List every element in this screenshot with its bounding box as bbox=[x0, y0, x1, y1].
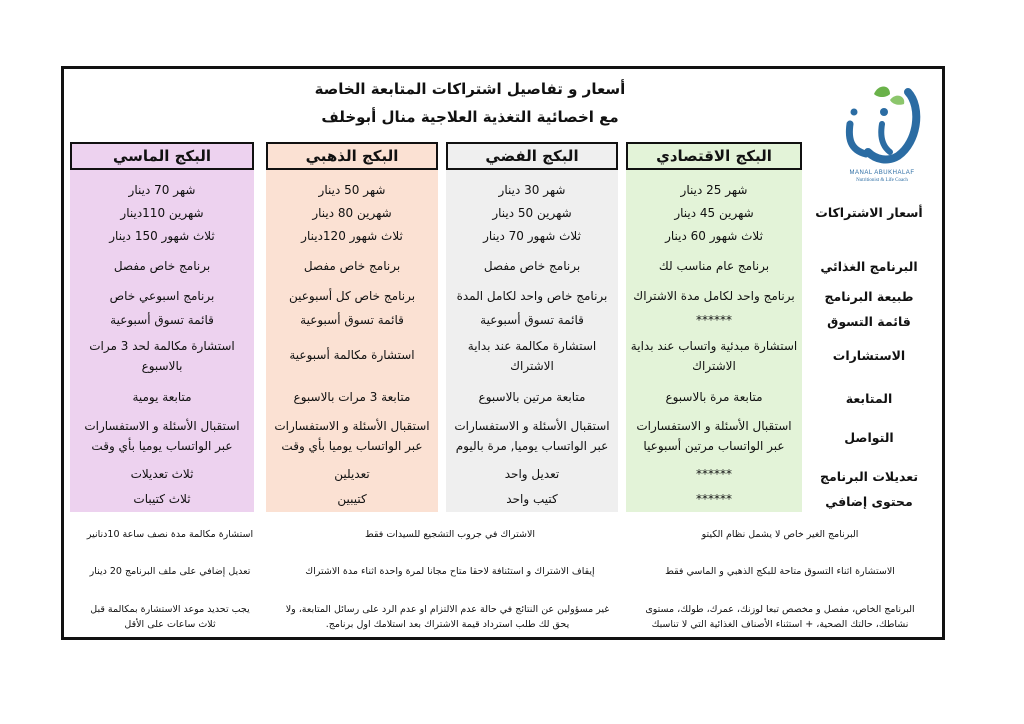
row-label-prices: أسعار الاشتراكات bbox=[815, 205, 923, 220]
silver-program: برنامج خاص مفصل bbox=[483, 259, 581, 273]
row-label-followup: المتابعة bbox=[845, 391, 893, 406]
economy-program: برنامج عام مناسب لك bbox=[658, 259, 770, 273]
gold-shopping: قائمة تسوق أسبوعية bbox=[300, 313, 404, 327]
gold-followup: متابعة 3 مرات بالاسبوع bbox=[293, 390, 411, 404]
gold-program: برنامج خاص مفصل bbox=[303, 259, 401, 273]
gold-contact-line2: عبر الواتساب يوميا بأي وقت bbox=[281, 439, 423, 453]
diamond-price-3-months: ثلاث شهور 150 دينار bbox=[109, 229, 215, 243]
note-left-1: استشارة مكالمة مدة نصف ساعة 10دنانير bbox=[86, 529, 254, 540]
note-left-3-line2: ثلاث ساعات على الأقل bbox=[124, 619, 216, 630]
diamond-consult-line1: استشارة مكالمة لحد 3 مرات bbox=[89, 339, 235, 353]
note-middle-1: الاشتراك في جروب التشجيع للسيدات فقط bbox=[364, 529, 536, 540]
economy-price-1-month: شهر 25 دينار bbox=[680, 183, 748, 197]
silver-followup: متابعة مرتين بالاسبوع bbox=[478, 390, 586, 404]
diamond-nature: برنامج اسبوعي خاص bbox=[109, 289, 215, 303]
note-middle-2: إيقاف الاشتراك و استئنافة لاحقا متاح مجانا لمرة واحدة اثناء مدة الاشتراك bbox=[305, 566, 595, 577]
page-subtitle: مع اخصائية التغذية العلاجية منال أبوخلف bbox=[321, 108, 619, 126]
diamond-consult-line2: بالاسبوع bbox=[141, 359, 183, 373]
note-right-2: الاستشارة اثناء التسوق متاحة للبكج الذهبي و الماسي فقط bbox=[665, 566, 895, 577]
diamond-contact-line2: عبر الواتساب يوميا بأي وقت bbox=[91, 439, 233, 453]
economy-contact-line1: استقبال الأسئلة و الاستفسارات bbox=[636, 419, 792, 433]
silver-package-header: البكج الفضي bbox=[446, 142, 618, 170]
economy-consult-line2: الاشتراك bbox=[692, 359, 736, 373]
silver-shopping: قائمة تسوق أسبوعية bbox=[480, 313, 584, 327]
diamond-extra: ثلاث كتيبات bbox=[133, 492, 191, 506]
economy-price-2-months: شهرين 45 دينار bbox=[674, 206, 754, 220]
note-right-3-line2: نشاطك، حالتك الصحية، + استثناء الأصناف الغذائية التي لا تناسبك bbox=[651, 619, 909, 630]
note-right-3-line1: البرنامج الخاص، مفصل و مخصص تبعا لوزنك، عمرك، طولك، مستوى bbox=[645, 604, 915, 615]
row-label-extra: محتوى إضافي bbox=[825, 494, 913, 509]
note-left-3-line1: يجب تحديد موعد الاستشارة بمكالمة قبل bbox=[90, 604, 250, 615]
row-label-nature: طبيعة البرنامج bbox=[824, 289, 914, 304]
silver-consult-line2: الاشتراك bbox=[510, 359, 554, 373]
silver-consult-line1: استشارة مكالمة عند بداية bbox=[467, 339, 597, 353]
economy-edits: ****** bbox=[696, 467, 732, 481]
economy-package-header: البكج الاقتصادي bbox=[626, 142, 802, 170]
economy-contact-line2: عبر الواتساب مرتين أسبوعيا bbox=[643, 439, 785, 453]
economy-nature: برنامج واحد لكامل مدة الاشتراك bbox=[633, 289, 795, 303]
diamond-program: برنامج خاص مفصل bbox=[113, 259, 211, 273]
page-title: أسعار و تفاصيل اشتراكات المتابعة الخاصة bbox=[314, 80, 626, 98]
gold-edits: تعديلين bbox=[334, 467, 370, 481]
row-label-program: البرنامج الغذائي bbox=[820, 259, 918, 274]
diamond-followup: متابعة يومية bbox=[132, 390, 192, 404]
gold-price-1-month: شهر 50 دينار bbox=[318, 183, 386, 197]
economy-followup: متابعة مرة بالاسبوع bbox=[665, 390, 763, 404]
gold-contact-line1: استقبال الأسئلة و الاستفسارات bbox=[274, 419, 430, 433]
gold-price-3-months: ثلاث شهور 120دينار bbox=[301, 229, 403, 243]
economy-price-3-months: ثلاث شهور 60 دينار bbox=[665, 229, 763, 243]
silver-contact-line2: عبر الواتساب يوميا, مرة باليوم bbox=[455, 439, 609, 453]
row-label-shopping: قائمة التسوق bbox=[827, 314, 911, 329]
gold-price-2-months: شهرين 80 دينار bbox=[312, 206, 392, 220]
note-middle-3-line1: غير مسؤولين عن النتائج في حالة عدم الالتزام او عدم الرد على رسائل المتابعة، ولا bbox=[285, 604, 610, 615]
silver-price-1-month: شهر 30 دينار bbox=[498, 183, 566, 197]
gold-package-header: البكج الذهبي bbox=[266, 142, 438, 170]
silver-edits: تعديل واحد bbox=[504, 467, 560, 481]
note-right-1: البرنامج الغير خاص لا يشمل نظام الكيتو bbox=[701, 529, 859, 540]
gold-consult: استشارة مكالمة أسبوعية bbox=[289, 348, 415, 362]
gold-nature: برنامج خاص كل أسبوعين bbox=[288, 289, 416, 303]
diamond-edits: ثلاث تعديلات bbox=[130, 467, 194, 481]
silver-nature: برنامج خاص واحد لكامل المدة bbox=[456, 289, 608, 303]
economy-consult-line1: استشارة مبدئية واتساب عند بداية bbox=[630, 339, 798, 353]
economy-shopping: ****** bbox=[696, 313, 732, 327]
economy-extra: ****** bbox=[696, 492, 732, 506]
silver-contact-line1: استقبال الأسئلة و الاستفسارات bbox=[454, 419, 610, 433]
row-label-consult: الاستشارات bbox=[832, 348, 906, 363]
logo-subtitle: Nutritionist & Life Coach bbox=[856, 178, 908, 183]
gold-extra: كتيبين bbox=[337, 492, 367, 506]
row-label-edits: تعديلات البرنامج bbox=[819, 469, 919, 484]
silver-extra: كتيب واحد bbox=[506, 492, 558, 506]
silver-price-3-months: ثلاث شهور 70 دينار bbox=[483, 229, 581, 243]
row-label-contact: التواصل bbox=[844, 430, 894, 445]
diamond-shopping: قائمة تسوق أسبوعية bbox=[110, 313, 214, 327]
manal-logo bbox=[838, 72, 928, 184]
logo-name: MANAL ABUKHALAF bbox=[849, 170, 915, 176]
silver-price-2-months: شهرين 50 دينار bbox=[492, 206, 572, 220]
note-middle-3-line2: يحق لك طلب استرداد قيمة الاشتراك بعد استلامك اول برنامج. bbox=[325, 619, 570, 630]
diamond-contact-line1: استقبال الأسئلة و الاستفسارات bbox=[84, 419, 240, 433]
note-left-2: تعديل إضافي على ملف البرنامج 20 دينار bbox=[89, 566, 251, 577]
diamond-price-2-months: شهرين 110دينار bbox=[120, 206, 204, 220]
diamond-price-1-month: شهر 70 دينار bbox=[128, 183, 196, 197]
diamond-package-header: البكج الماسي bbox=[70, 142, 254, 170]
